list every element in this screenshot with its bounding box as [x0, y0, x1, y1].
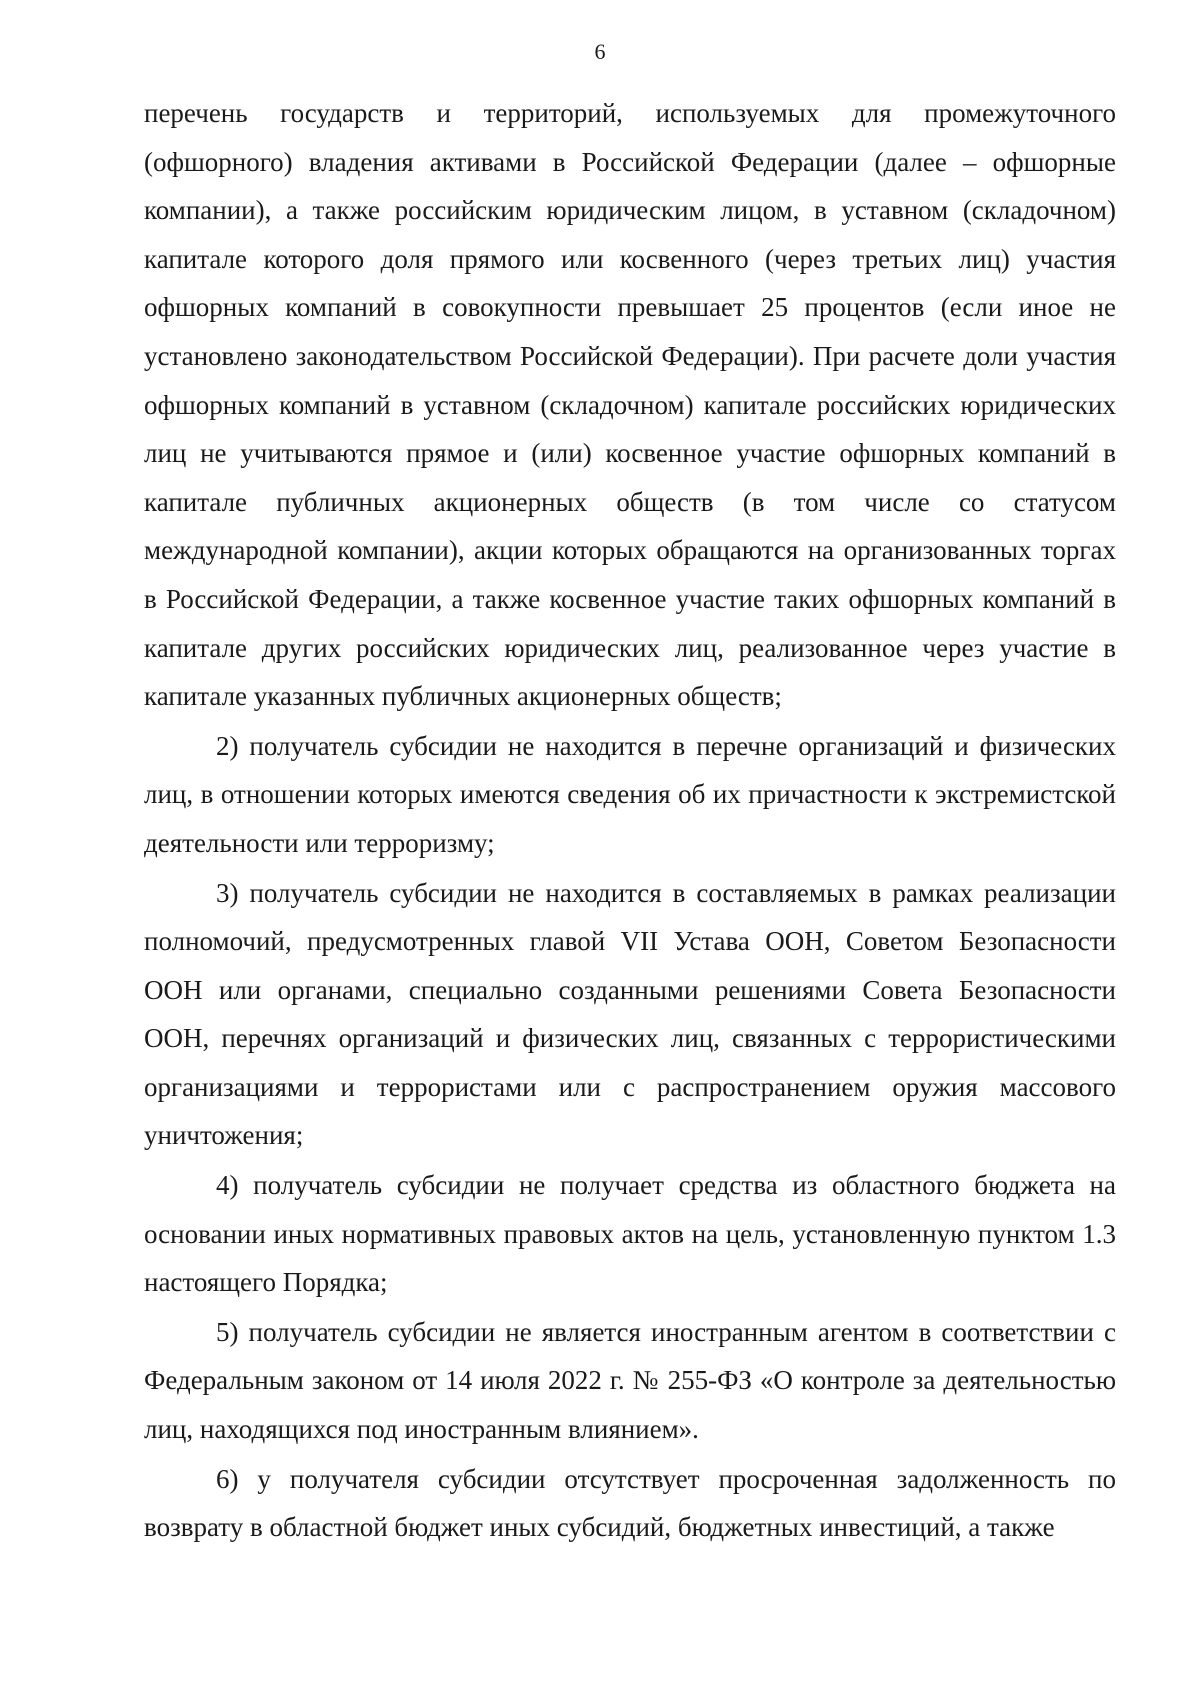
- page-number: 6: [594, 39, 606, 64]
- paragraph-item-2: 2) получатель субсидии не находится в перечне организаций и физических лиц, в отношении которых имеются сведения об их причастности к экстремистской деятельности или терроризму;: [144, 730, 1116, 858]
- paragraph-item-6: 6) у получателя субсидии отсутствует просроченная задолженность по возврату в областной бюджет иных субсидий, бюджетных инвестиций, а также: [144, 1463, 1116, 1543]
- paragraph-item-3: 3) получатель субсидии не находится в составляемых в рамках реализации полномочий, предусмотренных главой VII Устава ООН, Советом Безопасности ООН или органами, специально созданными решениями Совета Безопасности ООН, перечнях организаций и физических лиц, связанных с террористическими организациями и террористами или с распространением оружия массового уничтожения;: [144, 877, 1116, 1151]
- document-body: [144, 89, 1116, 1552]
- paragraph-continuation: перечень государств и территорий, используемых для промежуточного (офшорного) владения активами в Российской Федерации (далее – офшорные компании), а также российским юридическим лицом, в уставном (складочном) капитале которого доля прямого или косвенного (через третьих лиц) участия офшорных компаний в совокупности превышает 25 процентов (если иное не установлено законодательством Российской Федерации). При расчете доли участия офшорных компаний в уставном (складочном) капитале российских юридических лиц не учитываются прямое и (или) косвенное участие офшорных компаний в капитале публичных акционерных обществ (в том числе со статусом международной компании), акции которых обращаются на организованных торгах в Российской Федерации, а также косвенное участие таких офшорных компаний в капитале других российских юридических лиц, реализованное через участие в капитале указанных публичных акционерных обществ;: [144, 98, 1116, 712]
- paragraph-item-4: 4) получатель субсидии не получает средства из областного бюджета на основании иных нормативных правовых актов на цель, установленную пунктом 1.3 настоящего Порядка;: [144, 1170, 1116, 1298]
- paragraph-item-5: 5) получатель субсидии не является иностранным агентом в соответствии с Федеральным законом от 14 июля 2022 г. № 255-ФЗ «О контроле за деятельностью лиц, находящихся под иностранным влиянием».: [144, 1316, 1116, 1445]
